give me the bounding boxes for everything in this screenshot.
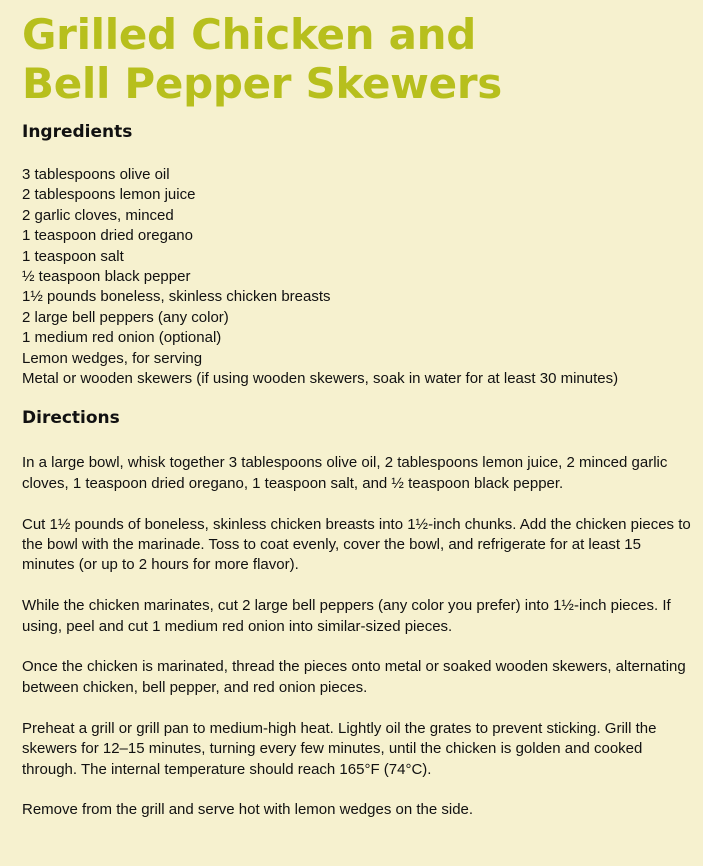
ingredients-heading: Ingredients bbox=[22, 122, 133, 142]
recipe-title-line-2: Bell Pepper Skewers bbox=[22, 59, 502, 108]
direction-step: Once the chicken is marinated, thread the pieces onto metal or soaked wooden skewers, alternating between chicken, bell pepper, and red onion pieces. bbox=[22, 658, 686, 696]
recipe-title-line-1: Grilled Chicken and bbox=[22, 10, 476, 59]
direction-step: Cut 1½ pounds of boneless, skinless chicken breasts into 1½-inch chunks. Add the chicken pieces to the bowl with the marinade. Toss to coat evenly, cover the bowl, and refrigerate for at least 15 minutes (or up to 2 hours for more flavor). bbox=[22, 515, 691, 574]
ingredient-item: 3 tablespoons olive oil bbox=[22, 166, 170, 183]
ingredient-item: Lemon wedges, for serving bbox=[22, 349, 203, 367]
directions-heading: Directions bbox=[22, 408, 120, 429]
ingredient-item: 2 tablespoons lemon juice bbox=[22, 186, 196, 204]
ingredient-item: 2 large bell peppers (any color) bbox=[22, 308, 229, 326]
ingredient-item: 1½ pounds boneless, skinless chicken breasts bbox=[22, 288, 331, 306]
direction-step: In a large bowl, whisk together 3 tablespoons olive oil, 2 tablespoons lemon juice, 2 minced garlic cloves, 1 teaspoon dried oregano, 1 teaspoon salt, and ½ teaspoon black pepper. bbox=[22, 454, 668, 492]
direction-step: While the chicken marinates, cut 2 large bell peppers (any color you prefer) into 1½-inch pieces. If using, peel and cut 1 medium red onion into similar-sized pieces. bbox=[22, 597, 671, 635]
ingredient-item: 1 teaspoon dried oregano bbox=[22, 227, 193, 245]
recipe-page bbox=[22, 10, 693, 821]
ingredient-item: ½ teaspoon black pepper bbox=[22, 268, 191, 286]
ingredients-list bbox=[22, 165, 693, 389]
direction-step: Remove from the grill and serve hot with lemon wedges on the side. bbox=[22, 801, 474, 819]
recipe-title bbox=[22, 10, 693, 108]
ingredient-item: Metal or wooden skewers (if using wooden skewers, soak in water for at least 30 minutes) bbox=[22, 370, 619, 388]
ingredient-item: 1 medium red onion (optional) bbox=[22, 329, 222, 347]
ingredient-item: 1 teaspoon salt bbox=[22, 247, 124, 265]
directions-list bbox=[22, 453, 693, 820]
direction-step: Preheat a grill or grill pan to medium-high heat. Lightly oil the grates to prevent sticking. Grill the skewers for 12–15 minutes, turning every few minutes, until the chicken is golden and cooked through. The internal temperature should reach 165°F (74°C). bbox=[22, 719, 657, 778]
ingredient-item: 2 garlic cloves, minced bbox=[22, 206, 174, 224]
